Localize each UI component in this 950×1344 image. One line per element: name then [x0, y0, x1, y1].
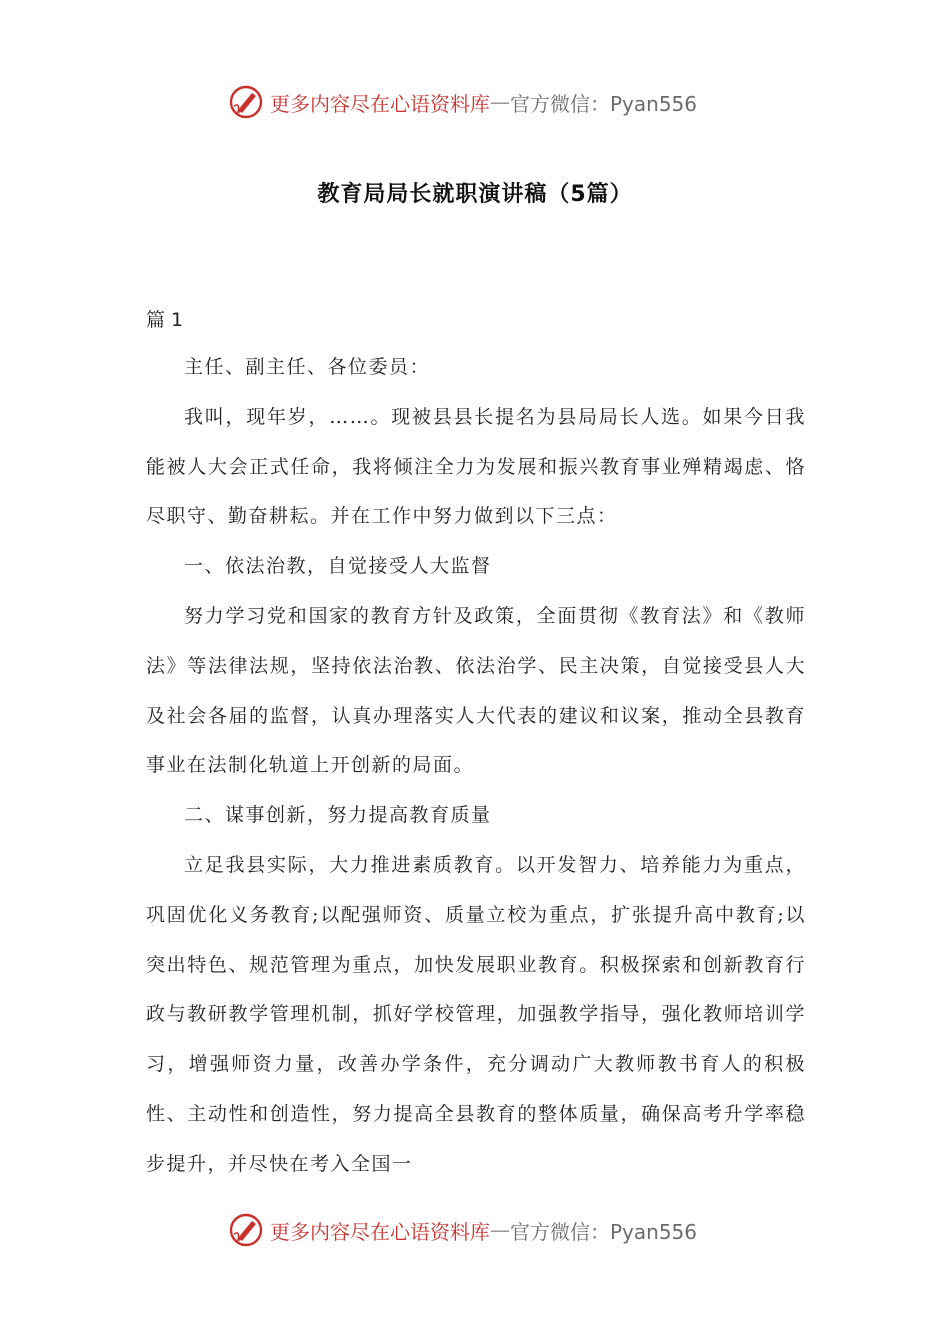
salutation-paragraph: 主任、副主任、各位委员：	[184, 356, 431, 378]
section-label: 篇 1	[146, 309, 184, 331]
pen-logo-icon	[228, 84, 264, 120]
intro-paragraph: 我叫，现年岁，……。现被县县长提名为县局局长人选。如果今日我能被人大会正式任命，我将倾注全力为发展和振兴教育事业殚精竭虑、恪尽职守、勤奋耕耘。并在工作中努力做到以下三点：	[146, 405, 806, 528]
watermark-separator: —	[490, 90, 510, 114]
pen-logo-icon	[228, 1212, 264, 1248]
watermark-banner-bottom	[228, 1210, 748, 1250]
document-body	[146, 343, 806, 1190]
point-two-paragraph: 立足我县实际，大力推进素质教育。以开发智力、培养能力为重点，巩固优化义务教育;以配强师资、质量立校为重点，扩张提升高中教育;以突出特色、规范管理为重点，加快发展职业教育。积极探索和创新教育行政与教研教学管理机制，抓好学校管理，加强教学指导，强化教师培训学习，增强师资力量，改善办学条件，充分调动广大教师教书育人的积极性、主动性和创造性，努力提高全县教育的整体质量，确保高考升学率稳步提升，并尽快在考入全国一	[146, 853, 806, 1175]
point-one-heading: 一、依法治教，自觉接受人大监督	[184, 555, 492, 578]
watermark-banner-top	[228, 82, 748, 122]
watermark-wechat: 官方微信：Pyan556	[510, 1219, 698, 1244]
document-title: 教育局局长就职演讲稿（5篇）	[317, 182, 633, 207]
watermark-wechat: 官方微信：Pyan556	[510, 91, 698, 116]
watermark-text: 更多内容尽在心语资料库	[270, 1219, 490, 1244]
point-two-heading: 二、谋事创新，努力提高教育质量	[184, 804, 492, 827]
point-one-paragraph: 努力学习党和国家的教育方针及政策，全面贯彻《教育法》和《教师法》等法律法规，坚持依法治教、依法治学、民主决策，自觉接受县人大及社会各届的监督，认真办理落实人大代表的建议和议案，推动全县教育事业在法制化轨道上开创新的局面。	[146, 604, 806, 777]
watermark-separator: —	[490, 1218, 510, 1242]
watermark-text: 更多内容尽在心语资料库	[270, 91, 490, 116]
